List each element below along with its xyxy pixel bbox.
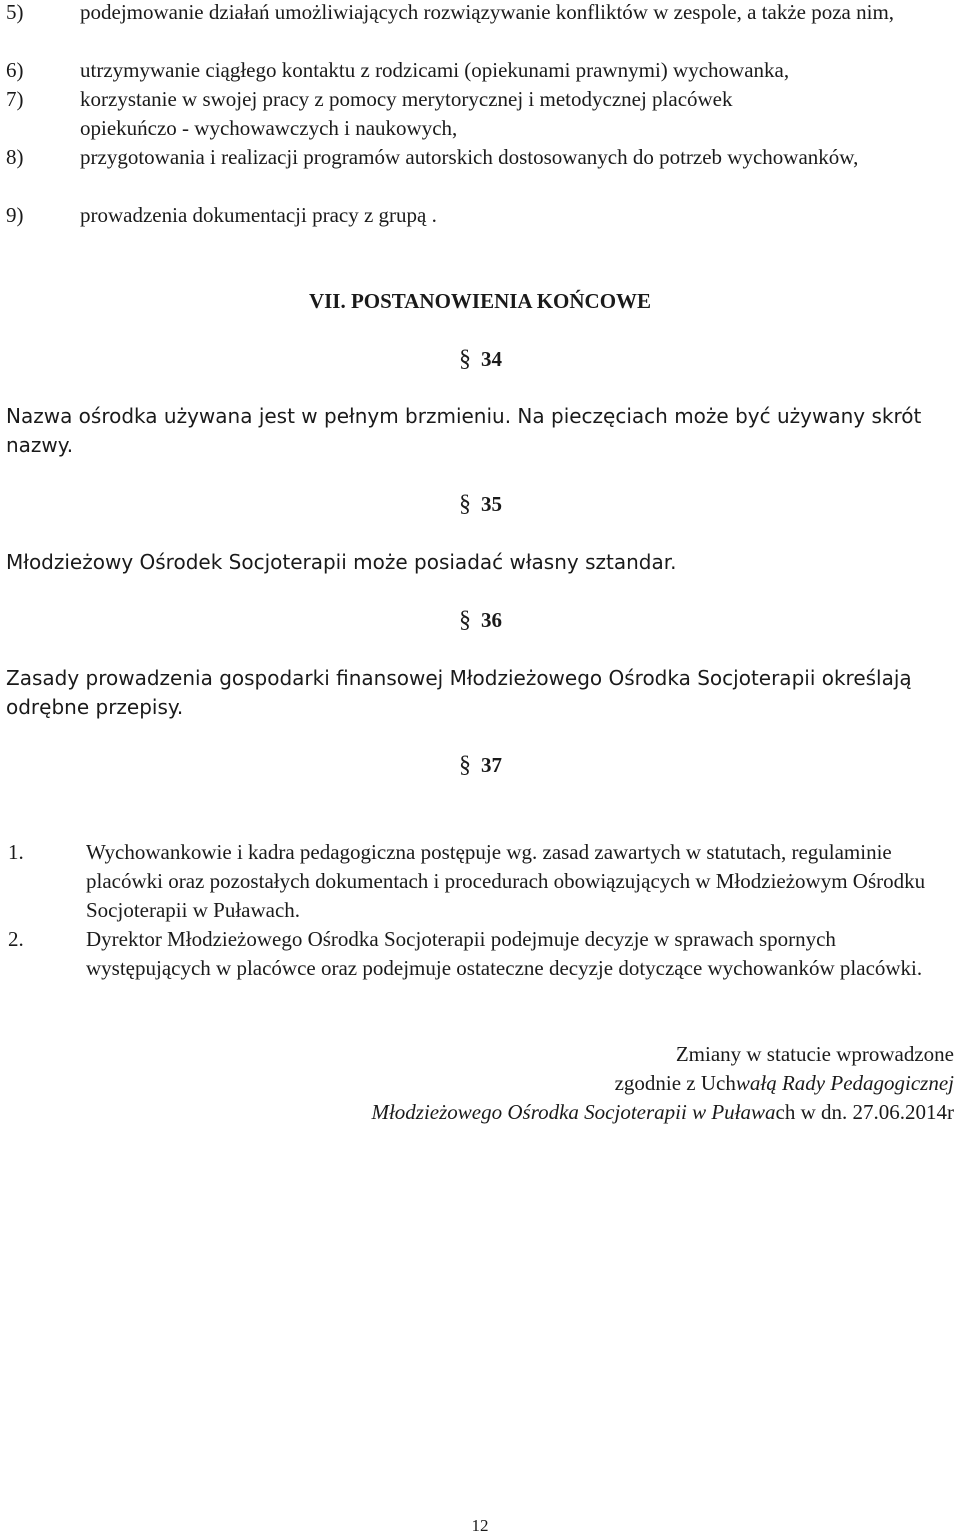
list-item-number: 1. [8, 840, 24, 864]
paragraph-number: § 36 [459, 607, 502, 633]
paragraph-number: § 34 [459, 346, 502, 372]
paragraph-text: Zasady prowadzenia gospodarki finansowej Młodzieżowego Ośrodka Socjoterapii określają odrębne przepisy. [6, 666, 912, 719]
list-item-number: 9) [6, 203, 24, 227]
list-item-text: podejmowanie działań umożliwiających rozwiązywanie konfliktów w zespole, a także poza nim, [80, 0, 895, 24]
list-item [6, 0, 950, 27]
list-item [6, 56, 950, 85]
paragraph-text: Nazwa ośrodka używana jest w pełnym brzmieniu. Na pieczęciach może być używany skrót nazwy. [6, 404, 922, 457]
paragraph-symbol: § [459, 752, 471, 778]
list-item-text: Dyrektor Młodzieżowego Ośrodka Socjoterapii podejmuje decyzje w sprawach spornych występujących w placówce oraz podejmuje ostateczne decyzje dotyczące wychowanków placówki. [86, 927, 923, 980]
paragraph-text: Młodzieżowy Ośrodek Socjoterapii może posiadać własny sztandar. [6, 550, 677, 574]
list-item-text: korzystanie w swojej pracy z pomocy merytorycznej i metodycznej placówek opiekuńczo - wychowawczych i naukowych, [80, 87, 733, 140]
list-item [6, 85, 950, 143]
list-item-number: 2. [8, 927, 24, 951]
list-item-number: 6) [6, 58, 24, 82]
closing-line: Zmiany w statucie wprowadzone [675, 1042, 954, 1066]
paragraph-symbol: § [459, 346, 471, 372]
list-item-text: przygotowania i realizacji programów autorskich dostosowanych do potrzeb wychowanków, [80, 145, 859, 169]
list-item-text: prowadzenia dokumentacji pracy z grupą . [80, 203, 437, 227]
page-number: 12 [471, 1516, 489, 1535]
list-item-text: Wychowankowie i kadra pedagogiczna postępuje wg. zasad zawartych w statutach, regulaminie placówki oraz pozostałych dokumentach i procedurach obowiązujących w Młodzieżowym Ośrodku Socjoterapii w Puławach. [86, 840, 926, 922]
closing-line: zgodnie z Uchwałą Rady Pedagogicznej [614, 1071, 954, 1095]
list-item-number: 7) [6, 87, 24, 111]
paragraph-number: § 37 [459, 752, 502, 778]
list-item-number: 5) [6, 0, 24, 24]
list-item-text: utrzymywanie ciągłego kontaktu z rodzicami (opiekunami prawnymi) wychowanka, [80, 58, 790, 82]
list-item [6, 201, 950, 230]
list-item [8, 838, 950, 925]
list-item [6, 143, 950, 172]
paragraph-number: § 35 [459, 491, 502, 517]
paragraph-symbol: § [459, 607, 471, 633]
paragraph-symbol: § [459, 491, 471, 517]
closing-note [154, 1040, 954, 1127]
section-heading: VII. POSTANOWIENIA KOŃCOWE [308, 289, 652, 313]
list-item [8, 925, 950, 983]
final-list [8, 838, 950, 983]
closing-line: Młodzieżowego Ośrodka Socjoterapii w Puławach w dn. 27.06.2014r [371, 1100, 954, 1124]
list-item-number: 8) [6, 145, 24, 169]
